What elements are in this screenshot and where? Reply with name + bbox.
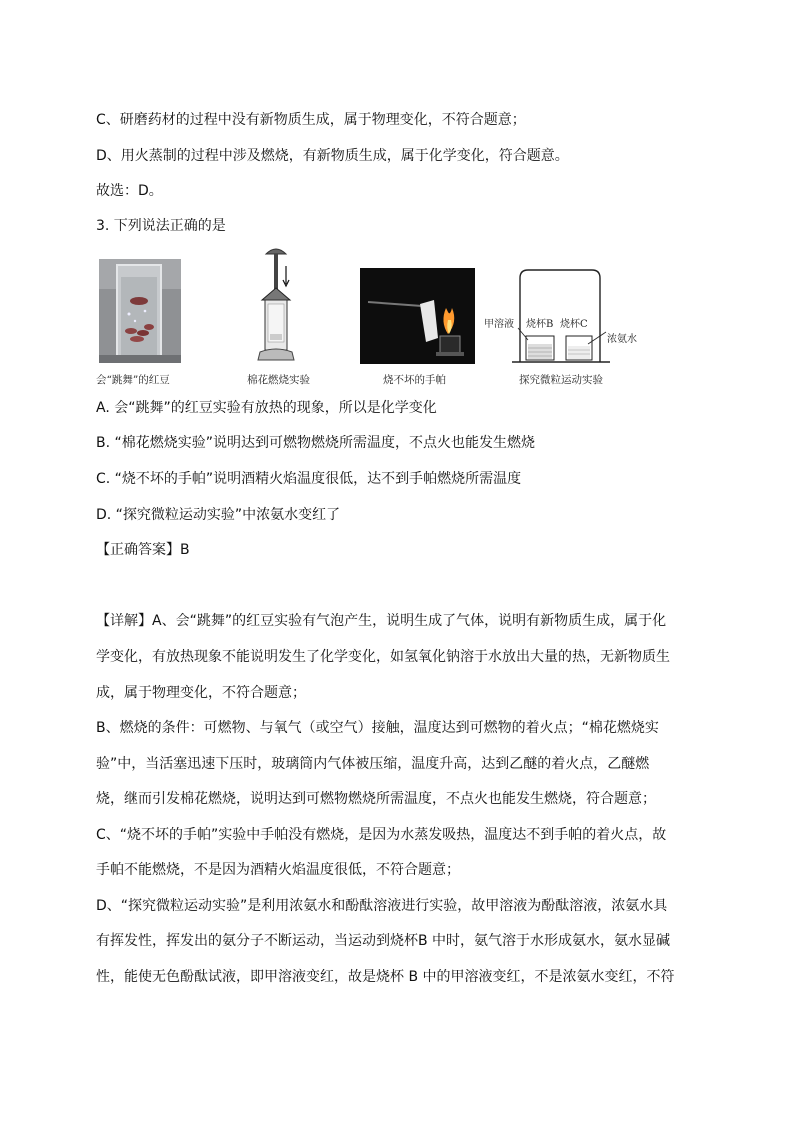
explanation-line: 手帕不能燃烧，不是因为酒精火焰温度很低，不符合题意；: [96, 862, 460, 878]
cotton-apparatus-drawing: [256, 244, 304, 366]
explanation-line: 烧，继而引发棉花燃烧，说明达到可燃物燃烧所需温度，不点火也能发生燃烧，符合题意；: [96, 791, 656, 807]
correct-answer: 【正确答案】B: [96, 542, 190, 558]
figure-cotton: [256, 244, 304, 366]
option-d: D. “探究微粒运动实验”中浓氨水变红了: [96, 507, 341, 523]
figure-red-beans: [99, 259, 181, 363]
caption-particle-motion: 探究微粒运动实验: [519, 374, 603, 386]
explanation-line: C、“烧不坏的手帕”实验中手帕没有燃烧，是因为水蒸发吸热，温度达不到手帕的着火点，故: [96, 827, 667, 843]
label-beaker-c: 烧杯C: [560, 319, 588, 330]
caption-cotton: 棉花燃烧实验: [247, 374, 310, 386]
explanation-line: 性，能使无色酚酞试液，即甲溶液变红，故是烧杯 B 中的甲溶液变红，不是浓氨水变红，不符: [96, 969, 675, 985]
explanation-line: 验”中，当活塞迅速下压时，玻璃筒内气体被压缩，温度升高，达到乙醚的着火点，乙醚燃: [96, 756, 650, 772]
explanation-line: 有挥发性，挥发出的氨分子不断运动，当运动到烧杯B 中时，氨气溶于水形成氨水，氨水显碱: [96, 933, 671, 949]
explanation-line: B、燃烧的条件：可燃物、与氧气（或空气）接触，温度达到可燃物的着火点；“棉花燃烧实: [96, 720, 659, 736]
handkerchief-photo: [360, 268, 475, 364]
prev-option-d: D、用火蒸制的过程中涉及燃烧，有新物质生成，属于化学变化，符合题意。: [96, 148, 569, 164]
caption-handkerchief: 烧不坏的手帕: [383, 374, 446, 386]
explanation-line: 成，属于物理变化，不符合题意；: [96, 685, 306, 701]
question-stem: 3. 下列说法正确的是: [96, 218, 226, 234]
explanation-line: D、“探究微粒运动实验”是利用浓氨水和酚酞溶液进行实验，故甲溶液为酚酞溶液，浓氨水具: [96, 898, 668, 914]
explanation-line: 学变化，有放热现象不能说明发生了化学变化，如氢氧化钠溶于水放出大量的热，无新物质生: [96, 649, 670, 665]
prev-answer: 故选：D。: [96, 183, 163, 199]
caption-red-beans: 会“跳舞”的红豆: [96, 374, 170, 386]
option-c: C. “烧不坏的手帕”说明酒精火焰温度很低，达不到手帕燃烧所需温度: [96, 471, 522, 487]
option-b: B. “棉花燃烧实验”说明达到可燃物燃烧所需温度，不点火也能发生燃烧: [96, 435, 536, 451]
red-beans-photo: [99, 259, 181, 363]
explanation-line: 【详解】A、会“跳舞”的红豆实验有气泡产生，说明生成了气体，说明有新物质生成，属于化: [96, 613, 667, 629]
label-conc-ammonia: 浓氨水: [607, 334, 637, 345]
figure-handkerchief: [360, 268, 475, 364]
label-beaker-b: 烧杯B: [526, 319, 554, 330]
option-a: A. 会“跳舞”的红豆实验有放热的现象，所以是化学变化: [96, 400, 437, 416]
label-solution-jia: 甲溶液: [484, 319, 514, 330]
prev-option-c: C、研磨药材的过程中没有新物质生成，属于物理变化，不符合题意；: [96, 112, 526, 128]
